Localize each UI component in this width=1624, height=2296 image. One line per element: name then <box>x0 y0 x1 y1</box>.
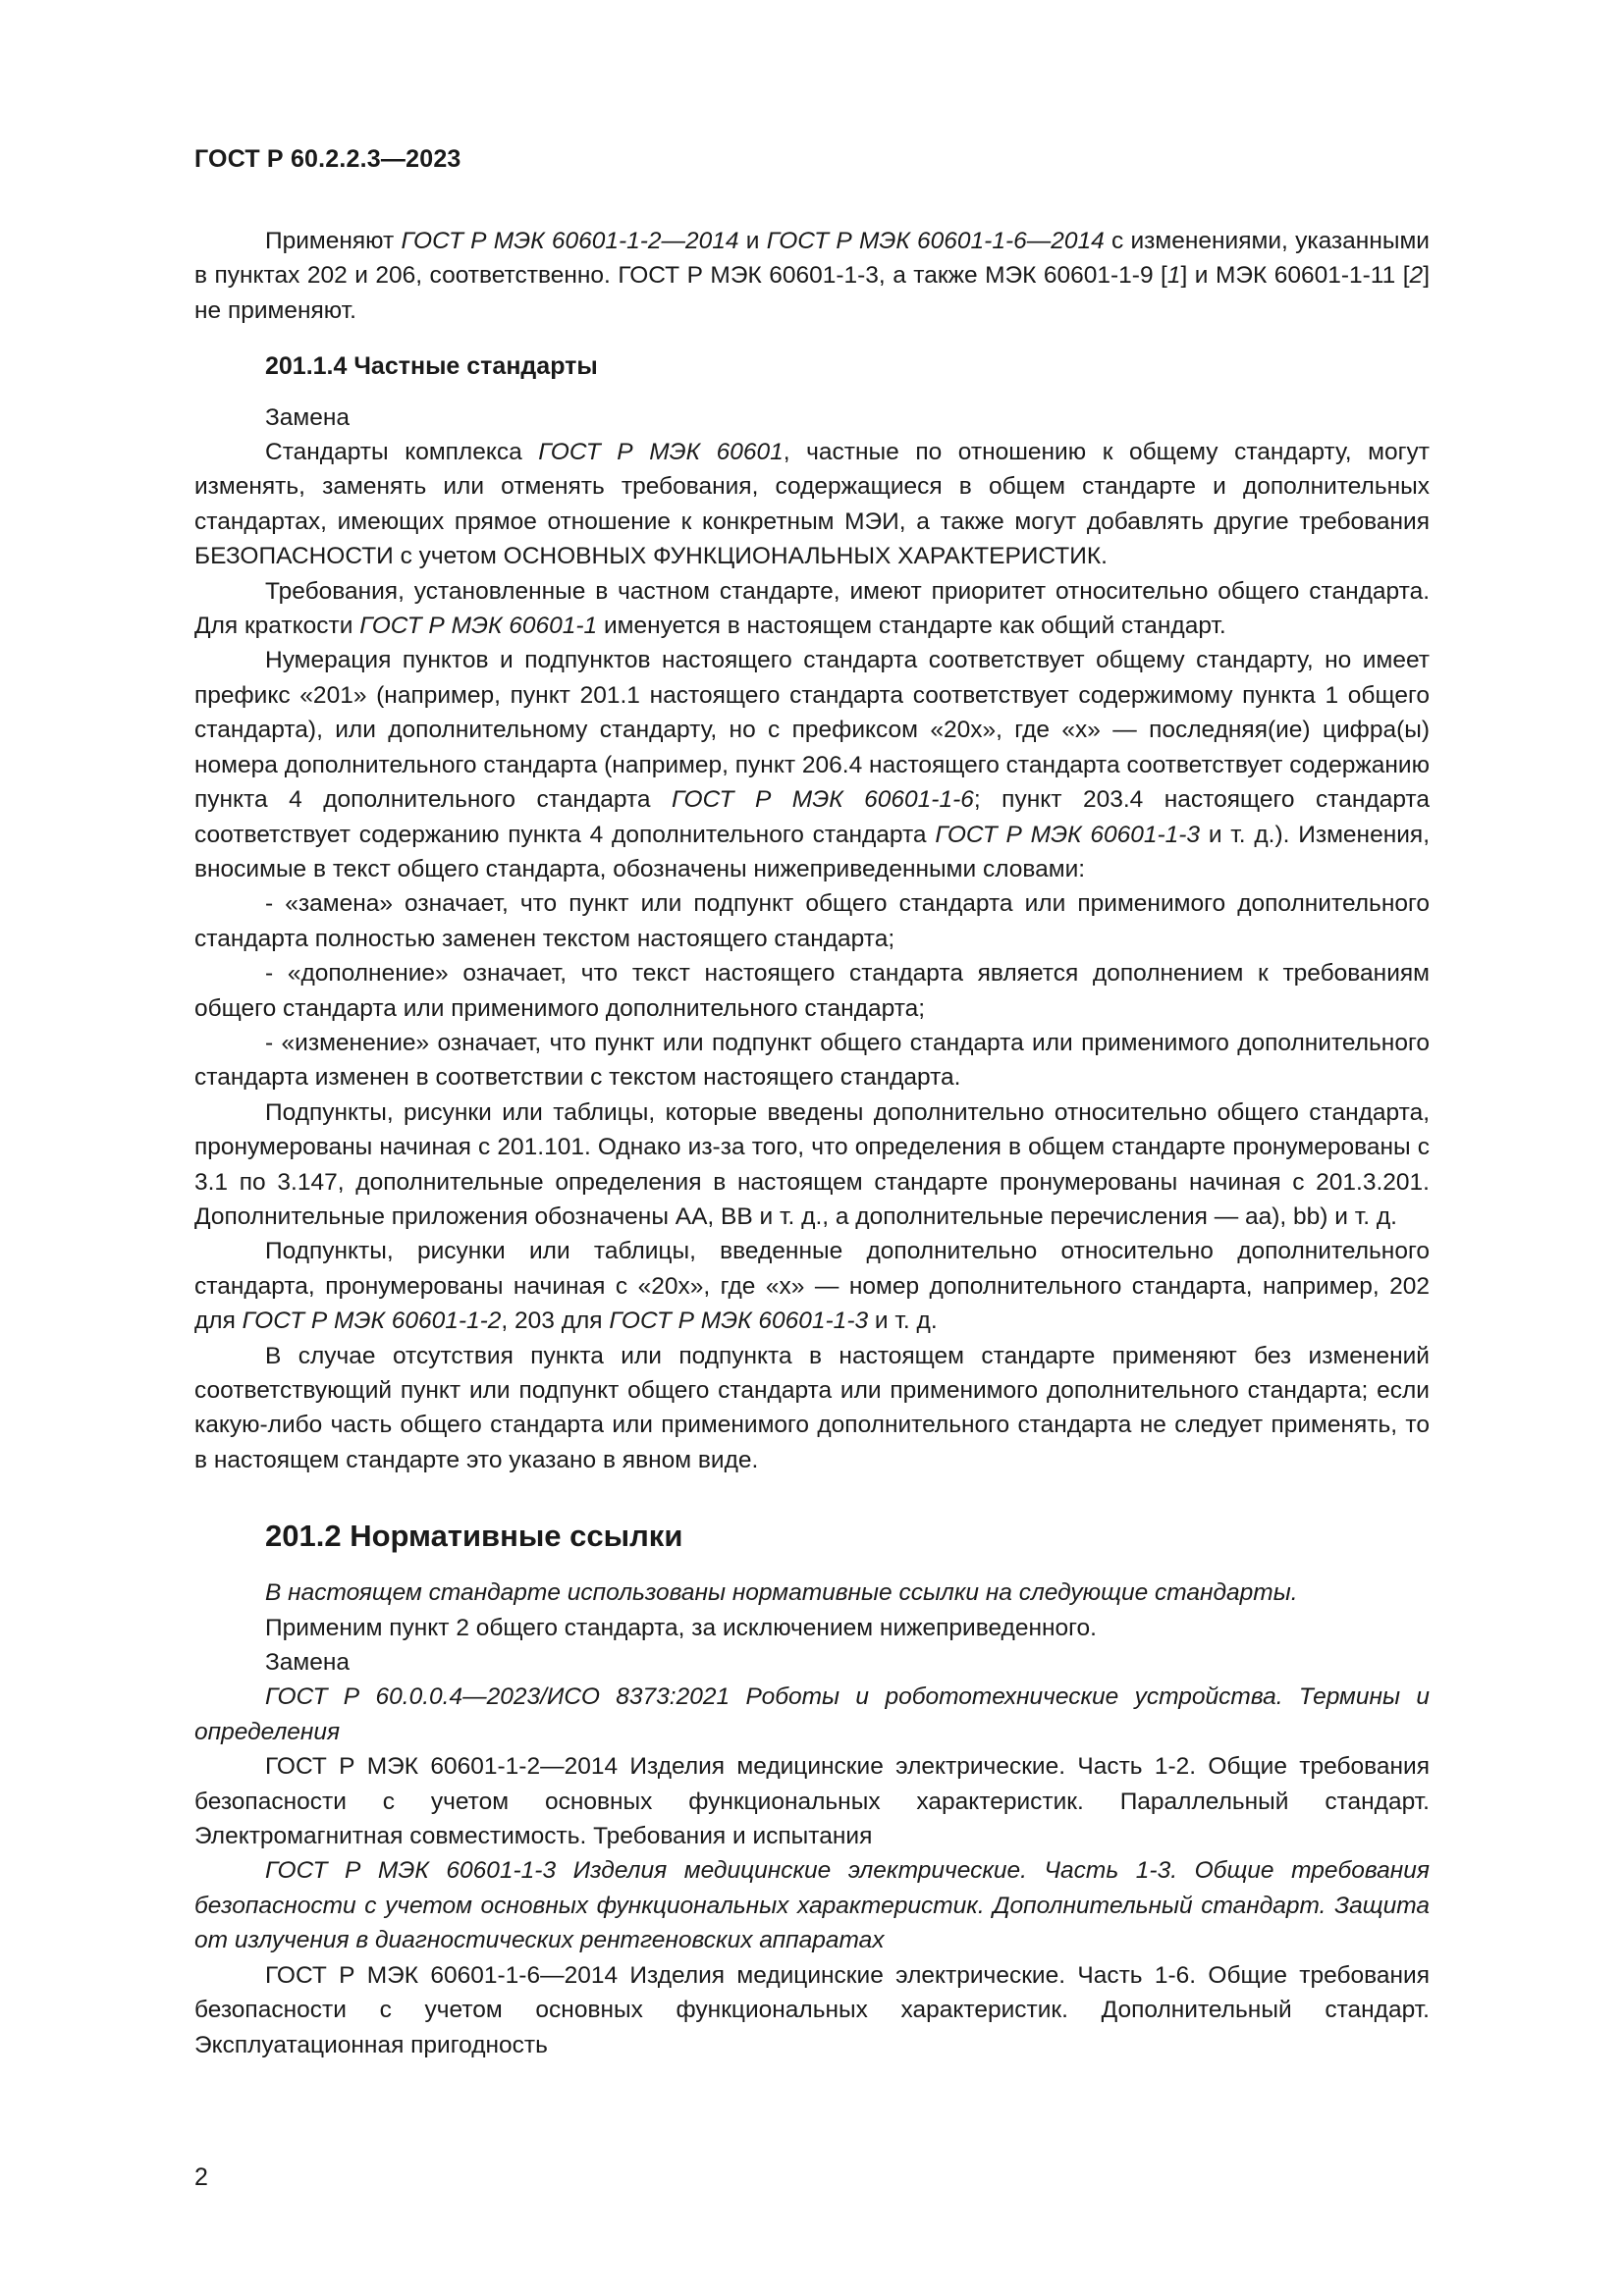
paragraph <box>194 1234 1430 1338</box>
list-item: - «изменение» означает, что пункт или подпункт общего стандарта или применимого дополнительного стандарта изменен в соответствии с текстом настоящего стандарта. <box>194 1029 1430 1092</box>
standard-reference: ГОСТ Р МЭК 60601-1-6 <box>672 786 974 814</box>
text-run: Применяют <box>265 228 402 254</box>
standard-reference: ГОСТ Р МЭК 60601-1-2—2014 <box>401 228 739 254</box>
standard-reference: ГОСТ Р МЭК 60601-1 <box>359 613 598 640</box>
paragraph: В случае отсутствия пункта или подпункта в настоящем стандарте применяют без изменений соответствующий пункт или подпункт общего стандарта или применимого дополнительного стандарта; если какую-либо часть общего стандарта или применимого дополнительного стандарта не следует применять, то в настоящем стандарте это указано в явном виде. <box>194 1342 1430 1473</box>
list-item: - «замена» означает, что пункт или подпункт общего стандарта или применимого дополнительного стандарта полностью заменен текстом настоящего стандарта; <box>194 890 1430 952</box>
apply-note: Применим пункт 2 общего стандарта, за исключением нижеприведенного. <box>265 1614 1097 1641</box>
bibliography-citation: 1 <box>1166 262 1181 290</box>
page-number: 2 <box>194 2163 208 2191</box>
references-intro: В настоящем стандарте использованы нормативные ссылки на следующие стандарты. <box>265 1579 1298 1607</box>
paragraph <box>194 643 1430 886</box>
normative-reference: ГОСТ Р МЭК 60601-1-2—2014 Изделия медицинские электрические. Часть 1-2. Общие требования безопасности с учетом основных функциональных характеристик. Параллельный стандарт. Электромагнитная совместимость. Требования и испытания <box>194 1753 1430 1850</box>
list-item: - «дополнение» означает, что текст настоящего стандарта является дополнением к требованиям общего стандарта или применимого дополнительного стандарта; <box>194 960 1430 1022</box>
text-run: Подпункты, рисунки или таблицы, введенные дополнительно относительно дополнительного стандарта, пронумерованы начиная с «20х», где «х» — номер дополнительного стандарта, например, 202 для <box>194 1238 1430 1335</box>
page-content <box>194 224 1430 2062</box>
text-run: , частные по отношению к общему стандарту, могут изменять, заменять или отменять требования, содержащиеся в общем стандарте и дополнительных стандартах, имеющих прямое отношение к конкретным МЭИ, а также могут добавлять другие требования БЕЗОПАСНОСТИ с учетом ОСНОВНЫХ ФУНКЦИОНАЛЬНЫХ ХАРАКТЕРИСТИК. <box>194 439 1430 570</box>
normative-reference: ГОСТ Р 60.0.0.4—2023/ИСО 8373:2021 Роботы и робототехнические устройства. Термины и определения <box>194 1683 1430 1745</box>
text-run: и т. д. <box>868 1308 938 1335</box>
paragraph <box>194 435 1430 574</box>
standard-reference: ГОСТ Р МЭК 60601 <box>538 439 784 466</box>
text-run: Нумерация пунктов и подпунктов настоящего стандарта соответствует общему стандарту, но имеет префикс «201» (например, пункт 201.1 настоящего стандарта соответствует содержимому пункта 1 общего стандарта), или дополнительному стандарту, но с префиксом «20х», где «х» — последняя(ие) цифра(ы) номера дополнительного стандарта (например, пункт 206.4 настоящего стандарта соответствует содержанию пункта 4 дополнительного стандарта <box>194 647 1430 814</box>
text-run: ; пункт 203.4 настоящего стандарта соответствует содержанию пункта 4 дополнительного стандарта <box>194 786 1430 848</box>
standard-reference: ГОСТ Р МЭК 60601-1-2 <box>242 1308 502 1335</box>
text-run: , 203 для <box>501 1308 610 1335</box>
replace-label: Замена <box>265 1649 351 1677</box>
normative-reference: ГОСТ Р МЭК 60601-1-3 Изделия медицинские электрические. Часть 1-3. Общие требования безопасности с учетом основных функциональных характеристик. Дополнительный стандарт. Защита от излучения в диагностических рентгеновских аппаратах <box>194 1857 1430 1954</box>
text-run: с изменениями, указанными в пунктах 202 и 206, соответственно. ГОСТ Р МЭК 60601-1-3, а также МЭК 60601-1-9 [ <box>194 228 1430 290</box>
standard-reference: ГОСТ Р МЭК 60601-1-3 <box>609 1308 869 1335</box>
section-heading-201-1-4: 201.1.4 Частные стандарты <box>265 352 598 381</box>
bibliography-citation: 2 <box>1409 262 1424 290</box>
standard-reference: ГОСТ Р МЭК 60601-1-3 <box>935 821 1201 848</box>
document-id: ГОСТ Р 60.2.2.3—2023 <box>194 145 461 173</box>
text-run: ] не применяют. <box>194 262 1430 324</box>
text-run: и т. д.). Изменения, вносимые в текст общего стандарта, обозначены нижеприведенными словами: <box>194 821 1430 882</box>
paragraph <box>194 574 1430 644</box>
text-run: Стандарты комплекса <box>265 439 539 466</box>
text-run: Требования, установленные в частном стандарте, имеют приоритет относительно общего стандарта. Для краткости <box>194 577 1430 640</box>
replace-label: Замена <box>265 403 351 431</box>
text-run: и <box>738 228 767 254</box>
text-run: именуется в настоящем стандарте как общий стандарт. <box>597 613 1226 640</box>
normative-reference: ГОСТ Р МЭК 60601-1-6—2014 Изделия медицинские электрические. Часть 1-6. Общие требования безопасности с учетом основных функциональных характеристик. Дополнительный стандарт. Эксплуатационная пригодность <box>194 1961 1430 2058</box>
standard-reference: ГОСТ Р МЭК 60601-1-6—2014 <box>766 228 1105 254</box>
intro-paragraph <box>194 224 1430 328</box>
paragraph: Подпункты, рисунки или таблицы, которые введены дополнительно относительно общего стандарта, пронумерованы начиная с 201.101. Однако из-за того, что определения в общем стандарте пронумерованы с 3.1 по 3.147, дополнительные определения в настоящем стандарте пронумерованы начиная с 201.3.201. Дополнительные приложения обозначены АА, ВВ и т. д., а дополнительные перечисления — aa), bb) и т. д. <box>194 1098 1430 1230</box>
section-heading-201-2: 201.2 Нормативные ссылки <box>265 1519 683 1554</box>
text-run: ] и МЭК 60601-1-11 [ <box>1180 262 1410 290</box>
